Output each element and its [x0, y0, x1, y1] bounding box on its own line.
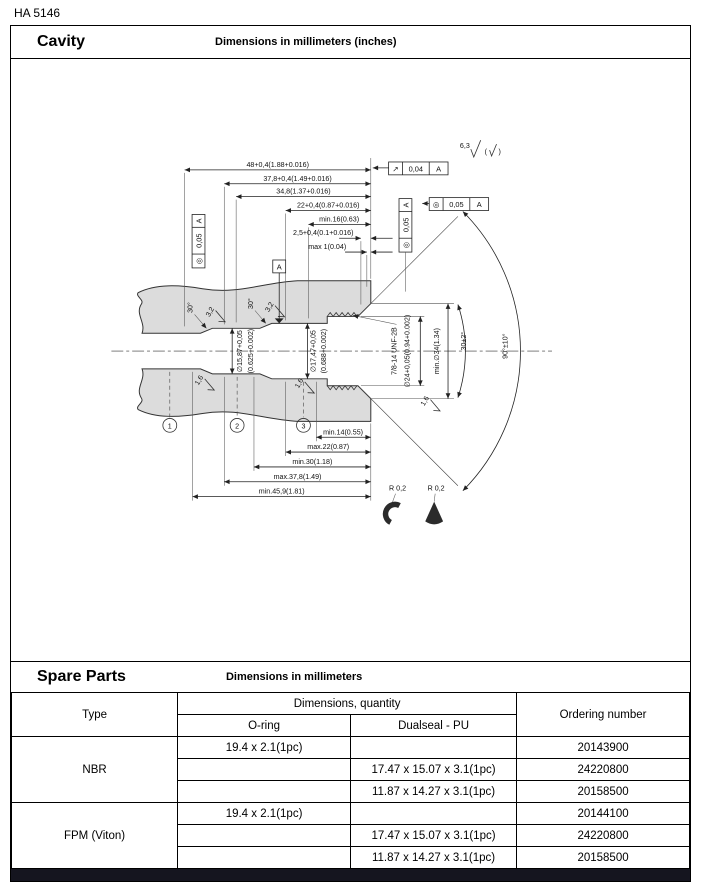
col-header-oring: O-ring: [178, 715, 351, 737]
ordering-cell: 20158500: [517, 847, 690, 869]
radius-detail-1: [386, 485, 407, 523]
oring-cell: [178, 759, 351, 781]
dim-label-inch: (0.688+0.002): [320, 328, 329, 374]
concentricity-icon: ◎: [194, 257, 204, 265]
dim-label: 22+0,4(0.87+0.016): [296, 201, 360, 210]
footer-bar: [11, 869, 690, 881]
dim-depth-min45-9: [193, 488, 371, 497]
dim-label: min.30(1.18): [292, 457, 333, 466]
dim-label: max 1(0.04): [308, 243, 347, 252]
dim-label-mm: ∅17,47+0,05: [309, 330, 318, 373]
dim-label: 37,8+0,4(1.49+0.016): [263, 174, 332, 183]
svg-text:1: 1: [167, 422, 172, 431]
surface-finish-1-6-c: [419, 395, 443, 415]
datum-ref: A: [476, 200, 482, 210]
tolerance-value: 0,04: [408, 164, 424, 174]
dim-depth-37-8: [224, 175, 371, 184]
datum-ref: A: [194, 218, 204, 224]
ordering-cell: 20158500: [517, 781, 690, 803]
dim-depth-34-8: [236, 188, 371, 197]
dim-depth-48: [185, 161, 371, 170]
spare-parts-units-note: Dimensions in millimeters: [225, 671, 363, 683]
taper-angle-label: 30°: [246, 298, 255, 309]
fcf-concentricity-right-vertical: [399, 199, 412, 292]
dim-label: 2,5+0,4(0.1+0.016): [293, 229, 354, 238]
thread-spec-label: 7/8-14 UNF-2B: [390, 327, 399, 375]
radius-label: R 0,2: [427, 484, 445, 493]
oring-cell: [178, 847, 351, 869]
doc-code: HA 5146: [14, 6, 61, 20]
concentricity-icon: ◎: [401, 241, 411, 249]
dim-depth-22: [286, 202, 371, 211]
col-header-dimensions: Dimensions, quantity: [178, 693, 517, 715]
dim-bore-dia-17-47: [307, 323, 328, 378]
runout-icon: ↗: [392, 164, 399, 174]
dim-label-mm: ∅15,87+0,05: [236, 330, 245, 373]
oring-cell: [178, 825, 351, 847]
col-header-ordering: Ordering number: [517, 693, 690, 737]
dim-depth-min14: [316, 428, 370, 437]
dualseal-cell: [350, 737, 516, 759]
fcf-runout: [373, 162, 448, 175]
radius-label: R 0,2: [389, 484, 407, 493]
cavity-units-note: Dimensions in millimeters (inches): [215, 36, 397, 48]
cone-detail-icon: [425, 502, 443, 525]
finish-value: 6,3: [459, 142, 470, 151]
dim-label: 48+0,4(1.88+0.016): [246, 160, 309, 169]
thread-callout: [353, 315, 399, 375]
oring-cell: [178, 781, 351, 803]
dualseal-cell: 11.87 x 14.27 x 3.1(1pc): [350, 847, 516, 869]
cavity-title: Cavity: [37, 33, 86, 50]
table-header-row-1: [12, 693, 690, 715]
cavity-cross-section: [11, 59, 690, 661]
type-cell-fpm: FPM (Viton): [12, 803, 178, 869]
groove-detail-icon: [386, 504, 400, 522]
dim-label: max.22(0.87): [307, 443, 350, 452]
fcf-concentricity-left: [192, 214, 205, 267]
svg-text:1,6: 1,6: [293, 377, 306, 390]
paren-open: (: [484, 148, 488, 157]
seat-angle-label: 30±2°: [459, 331, 468, 351]
tolerance-value: 0,05: [194, 233, 204, 248]
datum-ref: A: [436, 164, 442, 174]
table-row: [12, 737, 690, 759]
ordering-cell: 20144100: [517, 803, 690, 825]
surface-finish-icon: [490, 144, 497, 156]
cavity-section-header: [11, 26, 690, 59]
dim-depth-min30: [254, 458, 371, 467]
dim-depth-min16: [308, 215, 370, 224]
dim-depth-max1: [308, 243, 392, 252]
dim-label: min.∅34(1.34): [433, 328, 442, 375]
ordering-cell: 24220800: [517, 825, 690, 847]
col-header-type: Type: [12, 693, 178, 737]
cavity-drawing: [11, 59, 690, 661]
oring-cell: 19.4 x 2.1(1pc): [178, 803, 351, 825]
dim-bore-dia-15-87: [232, 328, 255, 374]
datum-ref: A: [401, 202, 411, 208]
svg-text:2: 2: [235, 422, 240, 431]
surface-finish-general: [460, 140, 501, 157]
dim-label: min.45,9(1.81): [258, 487, 305, 496]
dualseal-cell: [350, 803, 516, 825]
dim-label: 34,8(1.37+0.016): [276, 187, 331, 196]
dim-depth-2-5: [293, 229, 393, 238]
svg-text:3,2: 3,2: [263, 300, 276, 314]
dualseal-cell: 17.47 x 15.07 x 3.1(1pc): [350, 759, 516, 781]
concentricity-icon: ◎: [432, 200, 440, 210]
spare-parts-title: Spare Parts: [37, 668, 126, 685]
ordering-cell: 24220800: [517, 759, 690, 781]
cone-angle-label: 90°±10°: [501, 333, 510, 359]
dim-label: max.37,8(1.49): [273, 472, 322, 481]
table-row: [12, 803, 690, 825]
dim-depth-max22: [286, 443, 371, 452]
radius-detail-2: [425, 485, 444, 525]
fcf-concentricity-right-horizontal: [422, 198, 488, 211]
svg-text:3,2: 3,2: [204, 305, 217, 319]
dim-label-inch: (0.625+0.002): [246, 328, 255, 374]
dim-label: min.16(0.63): [319, 215, 360, 224]
dualseal-cell: 17.47 x 15.07 x 3.1(1pc): [350, 825, 516, 847]
taper-angle-label: 30°: [186, 302, 195, 313]
tolerance-value: 0,05: [449, 200, 464, 210]
spare-parts-table: [11, 692, 690, 869]
sheet-border: [10, 25, 691, 882]
spare-parts-section-header: [11, 661, 690, 692]
ordering-cell: 20143900: [517, 737, 690, 759]
surface-finish-icon: [471, 140, 481, 157]
svg-text:1,6: 1,6: [419, 394, 431, 408]
dim-label: min.14(0.55): [323, 428, 364, 437]
svg-text:1,6: 1,6: [193, 374, 206, 387]
col-header-dualseal: Dualseal - PU: [350, 715, 516, 737]
dim-label: ∅24+0,05(0.94+0.002): [403, 314, 412, 388]
paren-close: ): [498, 148, 501, 157]
dim-depth-max37-8: [224, 473, 371, 482]
oring-cell: 19.4 x 2.1(1pc): [178, 737, 351, 759]
type-cell-nbr: NBR: [12, 737, 178, 803]
svg-text:3: 3: [301, 422, 306, 431]
tolerance-value: 0,05: [401, 217, 411, 233]
datum-label: A: [276, 262, 282, 272]
dualseal-cell: 11.87 x 14.27 x 3.1(1pc): [350, 781, 516, 803]
